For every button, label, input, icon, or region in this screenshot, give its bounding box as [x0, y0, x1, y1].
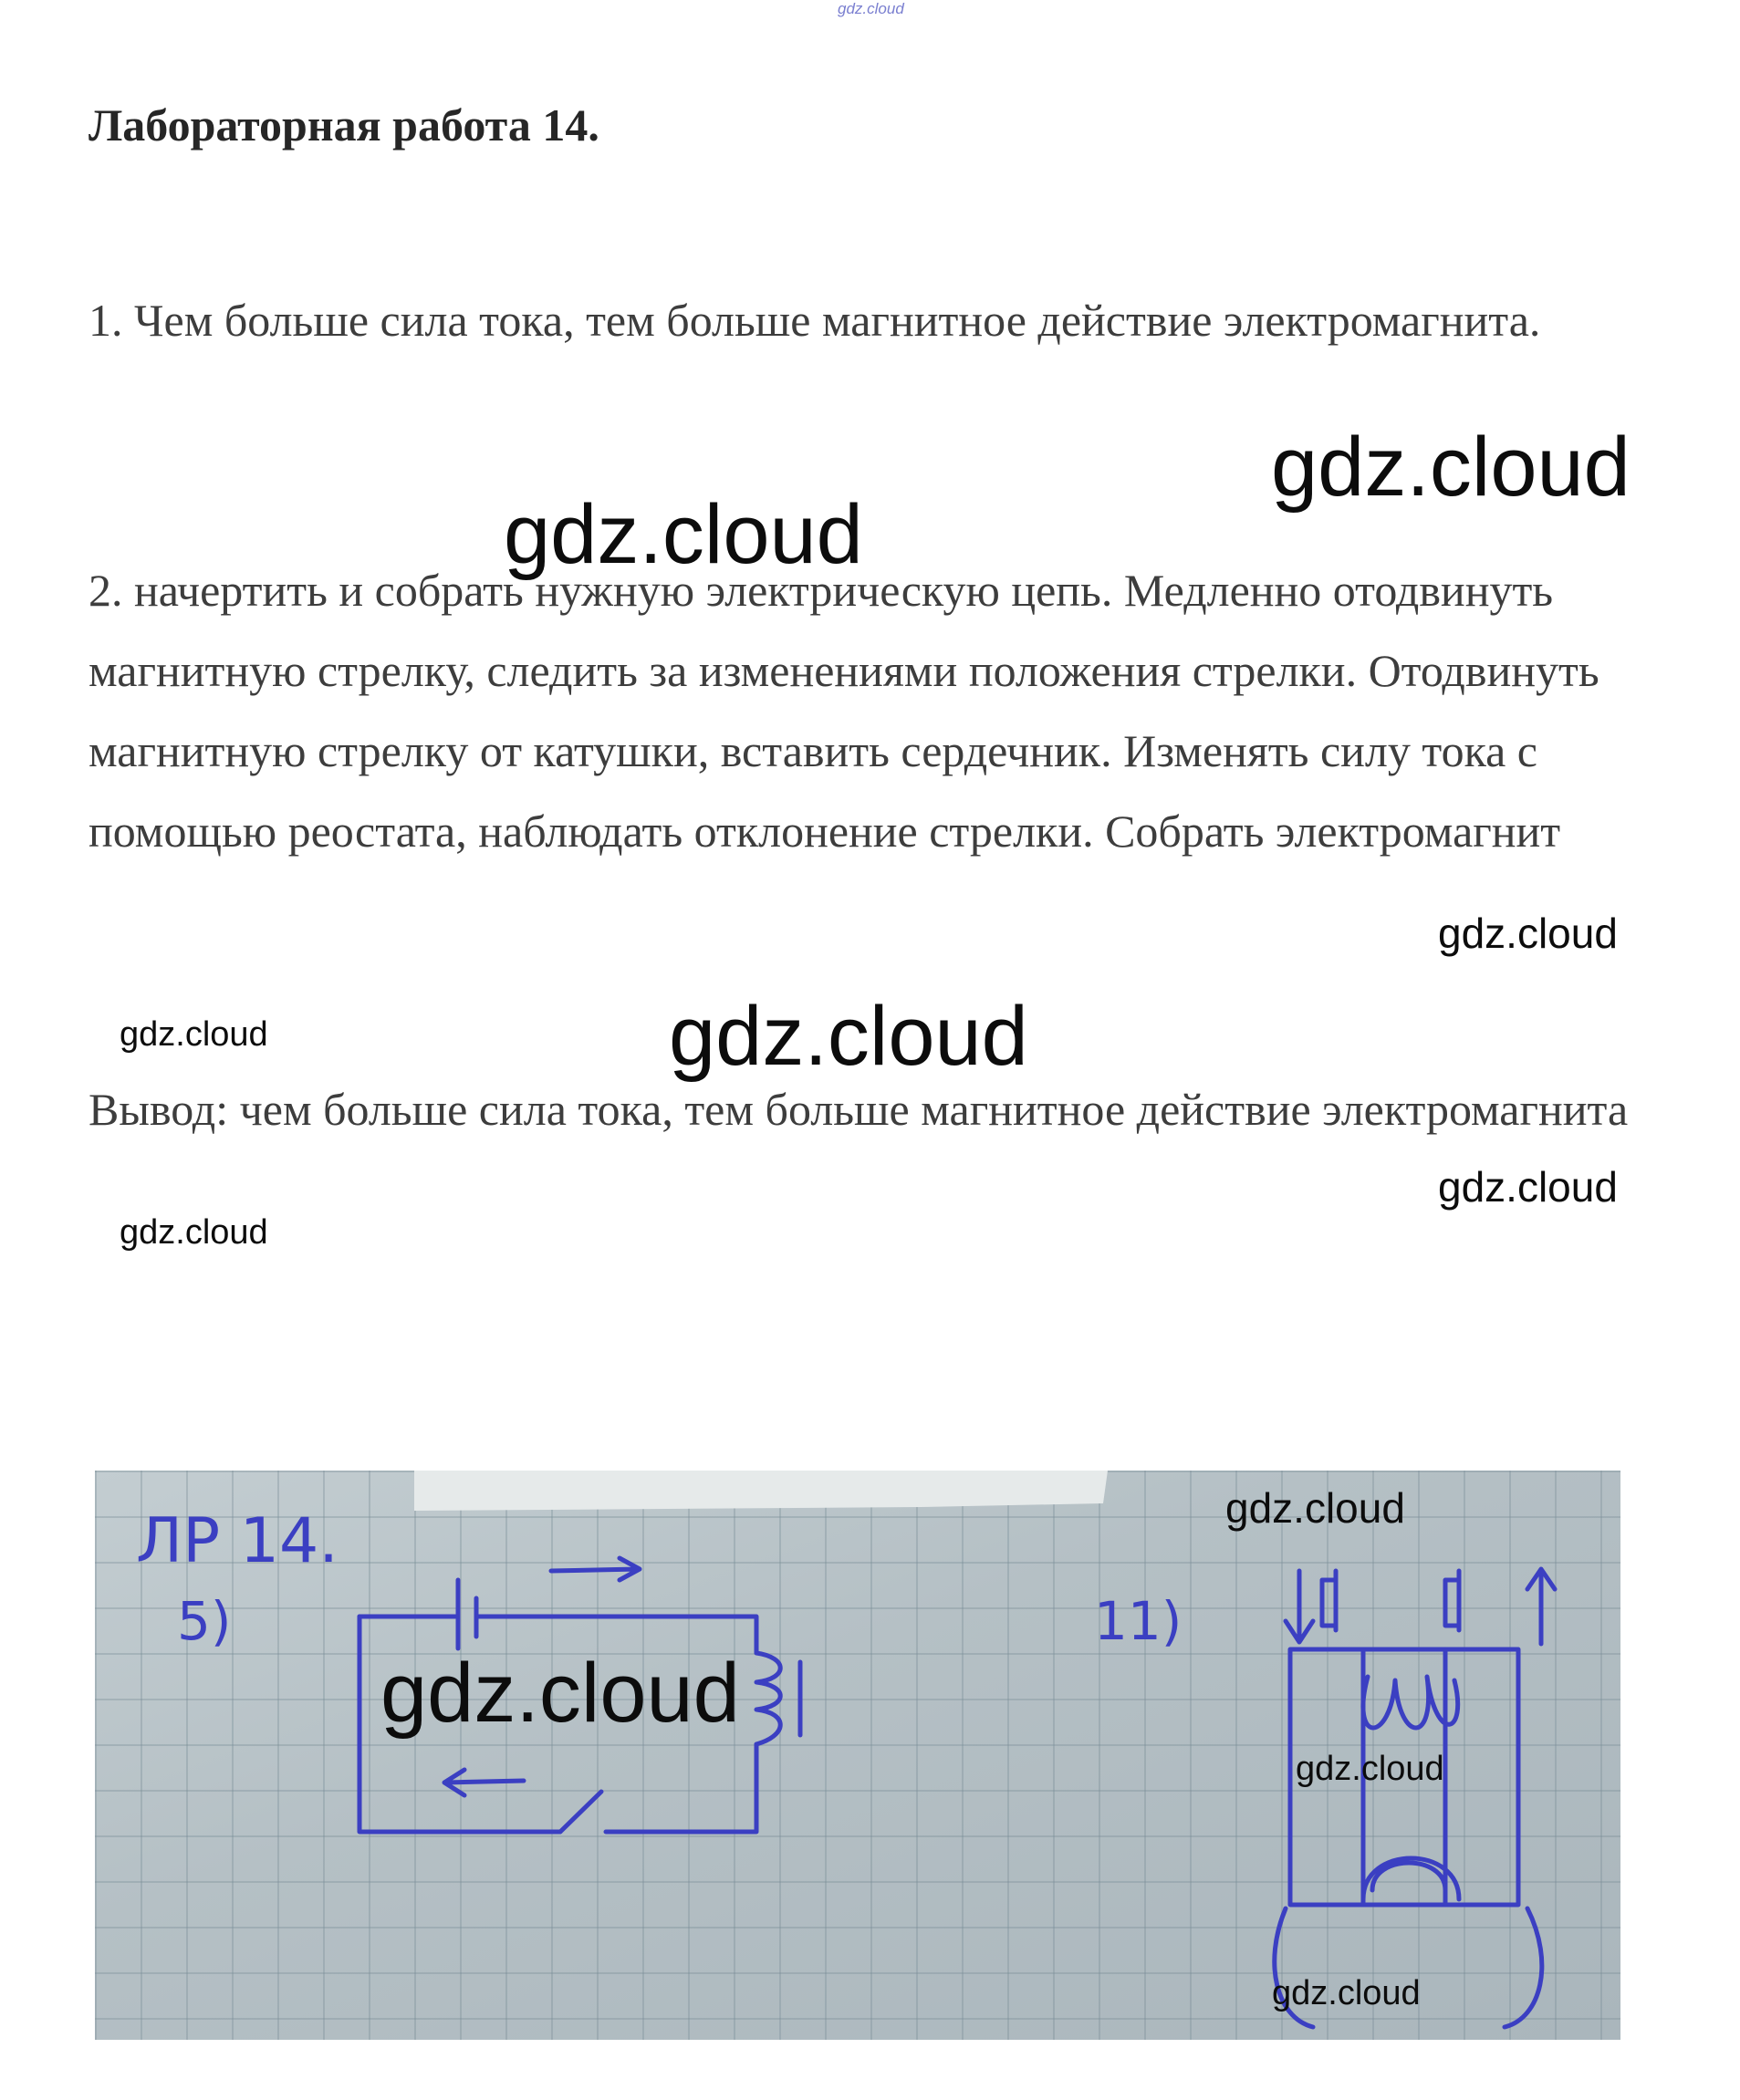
current-arrow-bottom: [444, 1770, 524, 1795]
watermark: gdz.cloud: [120, 1213, 268, 1252]
watermark: gdz.cloud: [1272, 1974, 1421, 2012]
terminal-left: [1322, 1571, 1336, 1630]
watermark: gdz.cloud: [380, 1647, 740, 1740]
watermark: gdz.cloud: [504, 488, 863, 581]
top-watermark: gdz.cloud: [838, 0, 904, 17]
watermark: gdz.cloud: [1225, 1484, 1405, 1532]
paper-scrap: [414, 1471, 1108, 1511]
watermark: gdz.cloud: [669, 990, 1028, 1083]
answer-paragraph-2: 2. начертить и собрать нужную электрическую цепь. Медленно отодвинуть магнитную стрелку, следить за изменениями положения стрелки. Отодвинуть магнитную стрелку от катушки, вставить сердечник. Изменять силу тока с помощью реостата, наблюдать отклонение стрелки. Собрать электромагнит: [89, 565, 1599, 857]
conclusion-paragraph: Вывод: чем больше сила тока, тем больше магнитное действие электромагнита: [89, 1084, 1629, 1135]
handwritten-title: ЛР 14.: [136, 1505, 339, 1577]
page-title: Лабораторная работа 14.: [89, 99, 599, 151]
watermark: gdz.cloud: [1438, 910, 1618, 957]
watermark: gdz.cloud: [120, 1015, 268, 1054]
watermark: gdz.cloud: [1271, 421, 1631, 514]
answer-paragraph-1: 1. Чем больше сила тока, тем больше магнитное действие электромагнита.: [89, 295, 1541, 346]
terminal-right: [1445, 1571, 1459, 1630]
watermark: gdz.cloud: [1296, 1750, 1444, 1788]
handwritten-label-left: 5): [177, 1590, 232, 1652]
switch-blade: [560, 1792, 601, 1832]
arrow-up: [1527, 1569, 1555, 1644]
arrow-down: [1286, 1571, 1313, 1642]
watermark: gdz.cloud: [1438, 1163, 1618, 1211]
current-arrow-top: [551, 1558, 640, 1580]
circuit-wire-bottom-right: [606, 1744, 756, 1832]
coil-symbol: [756, 1653, 780, 1744]
handwritten-label-right: 11): [1094, 1590, 1183, 1652]
